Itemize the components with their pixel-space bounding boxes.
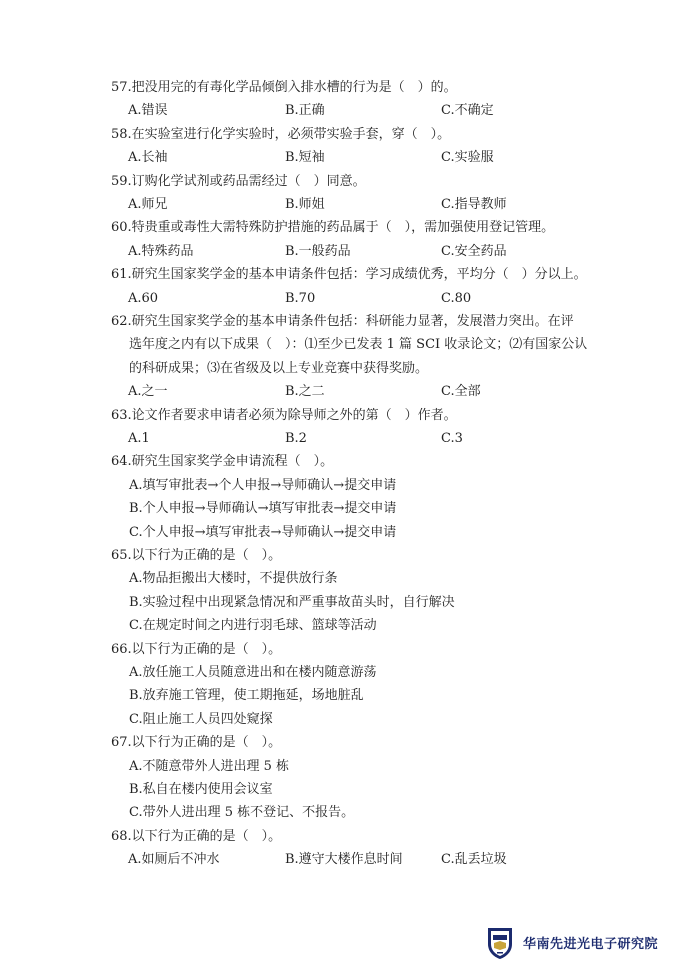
footer [485,926,675,960]
answer-option: A.长袖 [128,150,168,166]
answer-option: A.如厕后不冲水 [128,852,220,868]
answer-option: A.错误 [128,103,168,119]
answer-option: C.安全药品 [441,243,507,259]
question-block [0,731,678,825]
answer-option: A.物品拒搬出大楼时，不提供放行条 [129,571,338,587]
institution-name: 华南先进光电子研究院 [523,937,659,952]
answer-option: C.指导教师 [441,197,507,212]
question-text: 60.特贵重或毒性大需特殊防护措施的药品属于（ ），需加强使用登记管理。 [111,220,555,236]
question-stem [111,450,618,473]
answer-option: A.放任施工人员随意进出和在楼内随意游荡 [129,665,377,681]
option-row [0,240,678,263]
question-stem [111,76,618,99]
answer-option: B.正确 [285,103,325,119]
answer-option: C.3 [441,431,463,446]
question-stem [111,544,618,567]
question-text: 63.论文作者要求申请者必须为除导师之外的第（ ）作者。 [111,407,457,423]
answer-option: A.特殊药品 [128,243,194,259]
question-block [0,123,678,170]
answer-option: C.不确定 [441,103,494,119]
question-text: 58.在实验室进行化学实验时，必须带实验手套，穿（ ）。 [111,126,451,142]
question-stem [111,638,618,661]
option-row [0,427,678,450]
answer-option: A.填写审批表→个人申报→导师确认→提交申请 [129,477,397,493]
question-block [0,638,678,732]
answer-option: C.带外人进出理 5 栋不登记、不报告。 [129,805,355,821]
question-stem [111,263,618,286]
question-stem [111,404,618,427]
option-row [0,193,678,216]
question-stem [111,123,618,146]
question-stem [111,170,618,193]
answer-option: A.之一 [128,384,168,400]
answer-option: B.2 [285,431,307,446]
answer-option: C.实验服 [441,150,494,166]
answer-option: B.之二 [285,384,325,400]
answer-option: B.个人申报→导师确认→填写审批表→提交申请 [129,501,397,517]
question-block [0,544,678,638]
question-block [0,76,678,123]
option-row [0,99,678,122]
question-block [0,216,678,263]
option-row [0,848,678,871]
question-text: 68.以下行为正确的是（ ）。 [111,828,282,844]
answer-option: B.师姐 [285,197,325,212]
answer-option: B.遵守大楼作息时间 [285,852,403,868]
question-text: 59.订购化学试剂或药品需经过（ ）同意。 [111,173,366,189]
answer-option: B.私自在楼内使用会议室 [129,782,273,798]
answer-option: B.70 [285,290,316,306]
question-stem [111,825,618,848]
question-stem [111,731,618,754]
answer-option: C.个人申报→填写审批表→导师确认→提交申请 [129,524,397,540]
option-row [0,146,678,169]
question-text: 67.以下行为正确的是（ ）。 [111,735,282,751]
answer-option: C.乱丢垃圾 [441,852,507,868]
answer-option: A.师兄 [128,197,168,212]
answer-option: B.放弃施工管理，使工期拖延，场地脏乱 [129,688,364,704]
answer-option: C.阻止施工人员四处窥探 [129,711,273,727]
answer-option: A.60 [128,290,159,306]
option-row [0,287,678,310]
question-block [0,825,678,872]
answer-option: C.在规定时间之内进行羽毛球、篮球等活动 [129,618,377,634]
question-block [0,310,678,404]
question-block [0,263,678,310]
answer-option: A.1 [128,431,150,446]
answer-option: B.实验过程中出现紧急情况和严重事故苗头时，自行解决 [129,594,455,610]
university-crest-icon [485,926,515,960]
question-text-continuation: 的科研成果；⑶在省级及以上专业竞赛中获得奖励。 [129,360,429,376]
question-list [0,76,678,872]
question-block [0,404,678,451]
question-text: 57.把没用完的有毒化学品倾倒入排水槽的行为是（ ）的。 [111,80,457,95]
answer-option: B.短袖 [285,150,325,166]
question-text-continuation: 选年度之内有以下成果（ ）：⑴至少已发表 1 篇 SCI 收录论文；⑵有国家公认 [129,337,588,353]
answer-option: A.不随意带外人进出理 5 栋 [129,758,290,774]
answer-option: C.全部 [441,384,481,400]
question-text: 64.研究生国家奖学金申请流程（ ）。 [111,454,334,470]
question-stem [111,310,618,380]
question-block [0,170,678,217]
answer-option: C.80 [441,290,472,306]
question-text: 62.研究生国家奖学金的基本申请条件包括：科研能力显著，发展潜力突出。在评 [111,313,574,329]
question-stem [111,216,618,239]
question-text: 65.以下行为正确的是（ ）。 [111,548,282,564]
question-text: 61.研究生国家奖学金的基本申请条件包括：学习成绩优秀，平均分（ ）分以上。 [111,267,587,283]
question-text: 66.以下行为正确的是（ ）。 [111,641,282,657]
question-block [0,450,678,544]
answer-option: B.一般药品 [285,243,351,259]
option-row [0,380,678,403]
